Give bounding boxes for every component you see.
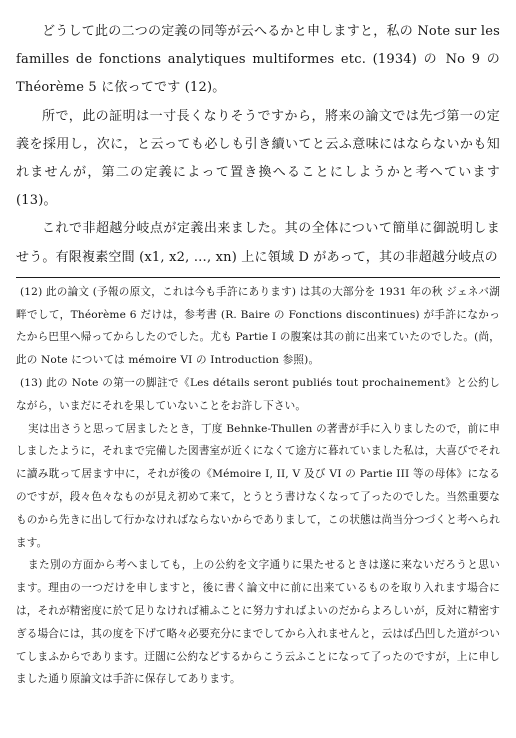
footnote-13-paragraph-3: また別の方面から考へましても，上の公約を文字通りに果たせるときは遂に来ないだろうと思います。理由の一つだけを申しますと，後に書く論文中に前に出来ているものを取り入れます場合には，それが精密度に於て足りなければ補ふことに努力すればよいのだからよろしいが，反対に精密すぎる場合には，其の度を下げて略々必要充分にまでしてから入れませんと，云はば凸凹した道がついてしまふからであります。迂闊に公約などするからこう云ふことになって了ったのですが，上に申しました通り原論文は手許に保存してあります。	[16, 559, 500, 686]
footnote-12: (12) 此の論文 (予報の原文，これは今も手許にあります) は其の大部分を 1931 年の秋 ジェネバ湖畔でして，Théorème 6 だけは，参考書 (R. Baire の Fonctions discontinues) が手許になかったから巴里へ帰ってからしたのでした。尤も Partie I の腹案は其の前に出来ていたのでした。(尚，此の Note については mémoire VI の Introduction 参照)。	[16, 285, 500, 367]
main-paragraph-3: これで非超越分岐点が定義出来ました。其の全体について簡単に御説明しませう。有限複素空間 (x1, x2, …, xn) 上に領域 D があって，其の非超越分岐点の	[16, 221, 500, 265]
main-paragraph-1: どうして此の二つの定義の同等が云へるかと申しますと，私の Note sur les familles de fonctions analytiques multiformes etc. (1934) の No 9 の Théorème 5 に依ってです (12)。	[16, 24, 500, 96]
footnotes	[16, 281, 500, 691]
main-text	[16, 18, 500, 272]
footnote-13-paragraph-2: 実は出さうと思って居ましたとき，丁度 Behnke-Thullen の著書が手に入りましたので，前に申しましたように，それまで完備した図書室が近くになくて途方に暮れていました私は，大喜びでそれに讀み耽って居ます中に，それが後の《Mémoire I, II, V 及び VI の Partie III 等の母体》になるのですが，段々色々なものが見え初めて来て，とうとう書けなくなって了ったのでした。当然重要なものから先きに出して行かなければならないからでありまして，この状態は尚当分つづくと考へられます。	[16, 422, 500, 549]
footnote-separator	[16, 277, 500, 278]
footnote-13: (13) 此の Note の第一の脚註で《Les détails seront publiés tout prochainement》と公約しながら，いまだにそれを果していないことをお許し下さい。	[16, 377, 500, 412]
main-paragraph-2: 所で，此の証明は一寸長くなりそうですから，將来の論文では先づ第一の定義を採用し，次に，と云っても必しも引き續いてと云ふ意味にはならないかも知れませんが，第二の定義によって置き換へることにしようかと考へています (13)。	[16, 108, 500, 209]
